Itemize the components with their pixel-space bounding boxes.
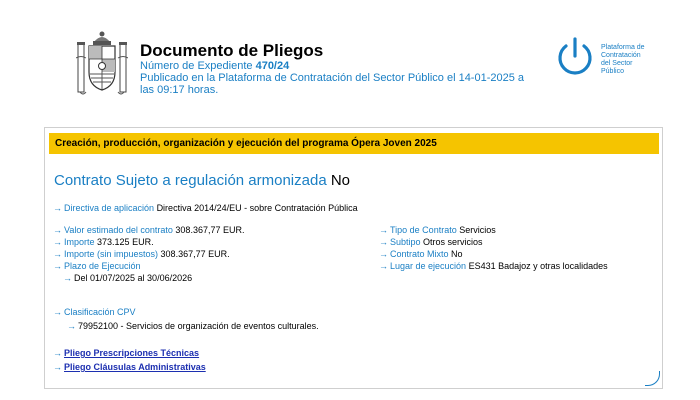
directiva-row: → Directiva de aplicación Directiva 2014/24/EU - sobre Contratación Pública xyxy=(53,203,358,213)
platform-logo xyxy=(553,36,663,82)
arrow-icon: → xyxy=(53,362,62,372)
field-row: → Lugar de ejecución ES431 Badajoz y otras localidades xyxy=(379,261,608,271)
expediente-line xyxy=(140,60,540,72)
power-icon xyxy=(553,36,597,80)
arrow-icon: → xyxy=(53,225,62,235)
contract-title-banner: Creación, producción, organización y ejecución del programa Ópera Joven 2025 xyxy=(49,133,659,154)
panel-corner-decoration xyxy=(645,371,660,386)
platform-logo-text: Plataforma de Contratación del Sector Público xyxy=(601,44,645,75)
armonizada-line xyxy=(54,172,350,189)
field-row: → Plazo de Ejecución xyxy=(53,261,141,271)
cpv-code-row: → 79952100 - Servicios de organización de eventos culturales. xyxy=(67,321,319,331)
field-row: → Importe (sin impuestos) 308.367,77 EUR. xyxy=(53,249,230,259)
arrow-icon: → xyxy=(53,237,62,247)
plazo-detail: → Del 01/07/2025 al 30/06/2026 xyxy=(63,273,193,283)
field-row: → Contrato Mixto No xyxy=(379,249,463,259)
armonizada-value: No xyxy=(330,172,351,189)
arrow-icon: → xyxy=(53,307,62,317)
coat-of-arms-icon xyxy=(76,30,128,102)
expediente-label: Número de Expediente xyxy=(140,60,253,72)
pliego-clausulas-link[interactable]: Pliego Cláusulas Administrativas xyxy=(64,362,206,372)
clausulas-row xyxy=(53,362,206,373)
prescripciones-row xyxy=(53,348,199,359)
published-line-2: las 09:17 horas. xyxy=(140,84,219,96)
arrow-icon: → xyxy=(53,261,62,271)
expediente-value: 470/24 xyxy=(255,60,290,72)
arrow-icon: → xyxy=(379,261,388,271)
field-row: → Importe 373.125 EUR. xyxy=(53,237,154,247)
field-row: → Valor estimado del contrato 308.367,77 EUR. xyxy=(53,225,245,235)
armonizada-label: Contrato Sujeto a regulación armonizada xyxy=(54,172,327,189)
arrow-icon: → xyxy=(67,321,76,331)
arrow-icon: → xyxy=(63,273,72,283)
arrow-icon: → xyxy=(53,203,62,213)
arrow-icon: → xyxy=(53,249,62,259)
arrow-icon: → xyxy=(379,237,388,247)
pliego-prescripciones-link[interactable]: Pliego Prescripciones Técnicas xyxy=(64,348,200,358)
field-row: → Tipo de Contrato Servicios xyxy=(379,225,496,235)
field-row: → Subtipo Otros servicios xyxy=(379,237,483,247)
arrow-icon: → xyxy=(379,249,388,259)
published-line-1: Publicado en la Plataforma de Contratación del Sector Público el 14-01-2025 a xyxy=(140,72,525,84)
arrow-icon: → xyxy=(379,225,388,235)
document-header xyxy=(140,42,540,96)
page-title: Documento de Pliegos xyxy=(140,41,324,60)
contract-details-panel xyxy=(44,127,663,389)
cpv-label-row: → Clasificación CPV xyxy=(53,307,136,317)
arrow-icon: → xyxy=(53,348,62,358)
